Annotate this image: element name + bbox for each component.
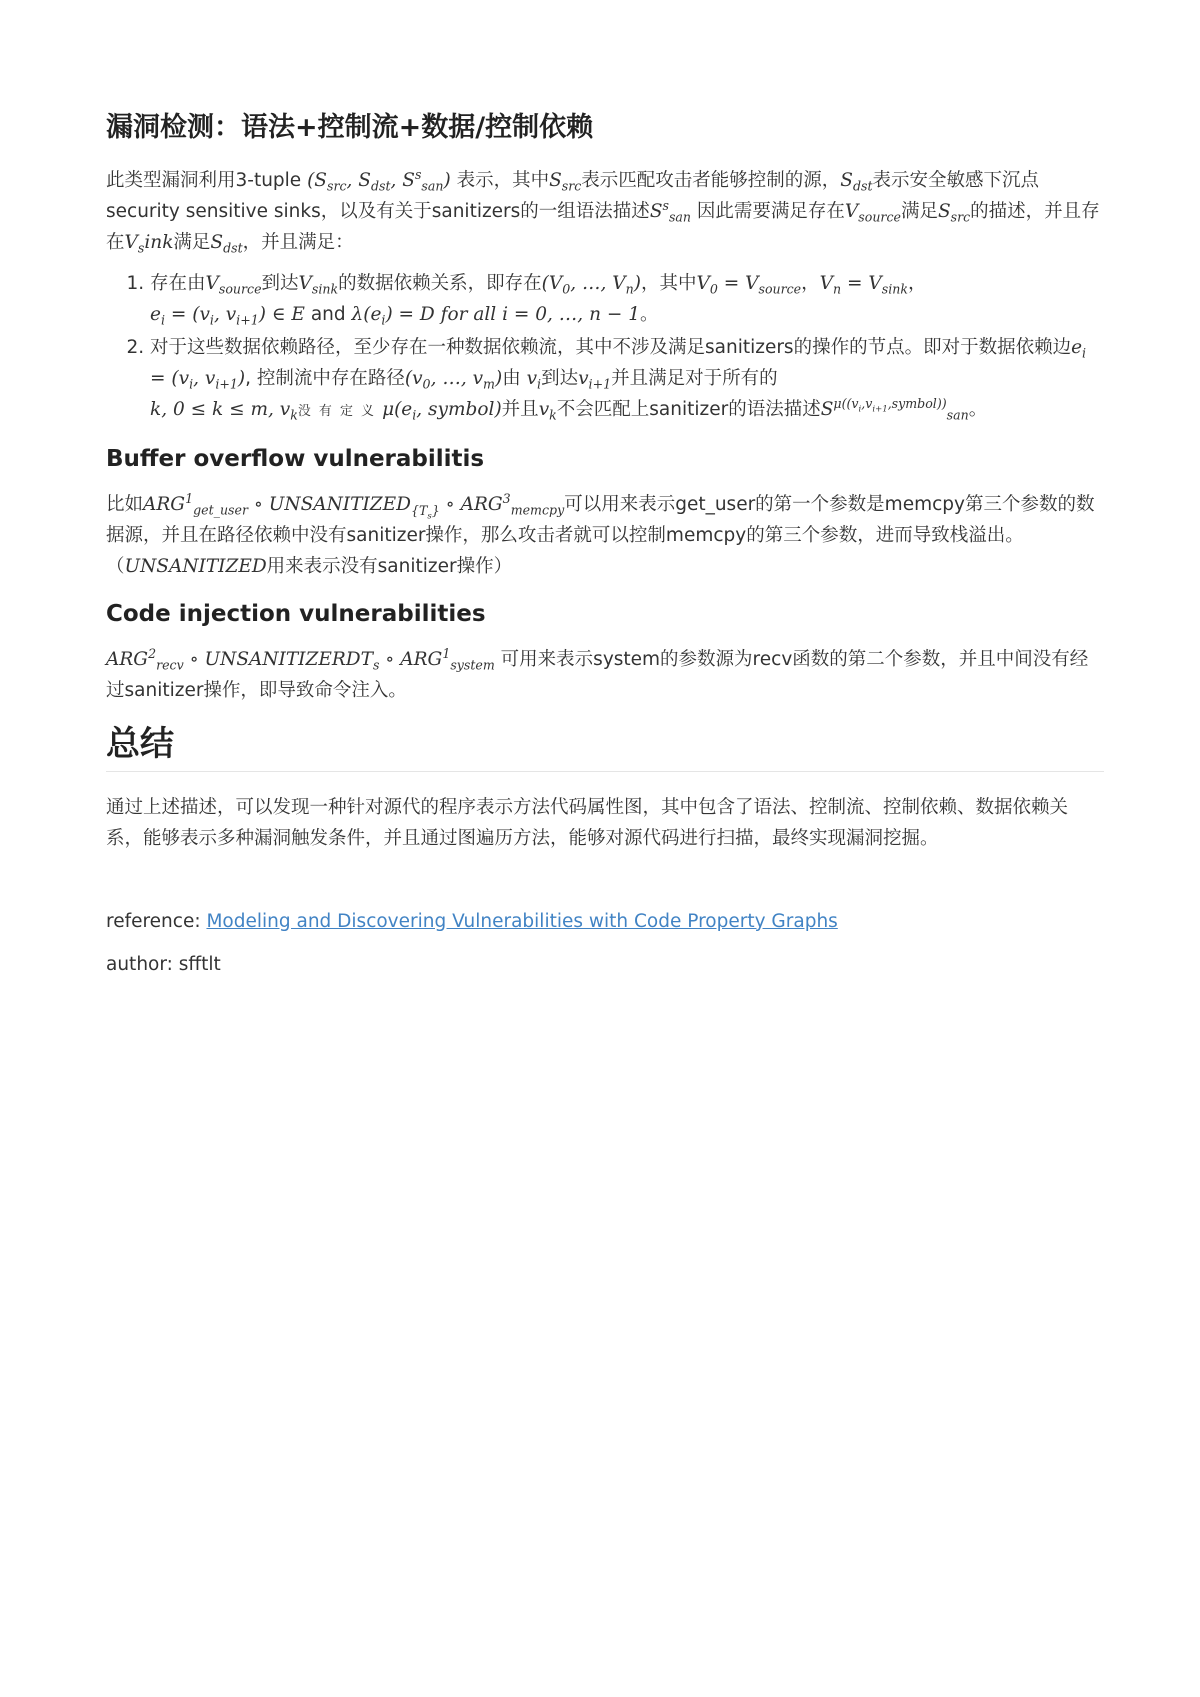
reference-line: reference: Modeling and Discovering Vulnerabilities with Code Property Graphs (106, 910, 838, 932)
code-injection-paragraph: $ARG^2_{recv}$ ∘ $UNSANITIZERDT_s$ ∘ $ARG^1_{system}$ 可用来表示system的参数源为recv函数的第二个参数，并且中间没有经过sanitizer操作，即导致命令注入。 (106, 645, 1089, 701)
condition-item-1: 1. 存在由$V_{source}$到达$V_{sink}$的数据依赖关系，即存在($V_0$, …, $V_n$)，其中$V_0 = V_{source}$，$V_n = V_{sink}$， $e_i = (v_i$, $v_{i+1}$) ∈ E and $\lambda(e_i) = D$ for all i = 0, …, n − 1。 (150, 268, 1104, 330)
author-line: author: sfftlt (106, 953, 221, 975)
reference-link[interactable]: Modeling and Discovering Vulnerabilities with Code Property Graphs (206, 910, 838, 932)
detection-intro-paragraph: 此类型漏洞利用3-tuple ($S_{src}$, $S_{dst}$, $S^s_{san}$) 表示，其中$S_{src}$表示匹配攻击者能够控制的源，$S_{dst}$表示安全敏感下沉点security sensitive sinks，以及有关于sanitizers的一组语法描述$S^s_{san}$ 因此需要满足存在$V_{source}$满足$S_{src}$的描述，并且存在$V_sink$满足$S_{dst}$，并且满足： (106, 166, 1100, 256)
buffer-overflow-paragraph: 比如$ARG^1_{get\_user}$ ∘ $UNSANITIZED_{\{T_s\}}$ ∘ $ARG^3_{memcpy}$可以用来表示get_user的第一个参数是memcpy第三个参数的数据源，并且在路径依赖中没有sanitizer操作，那么攻击者就可以控制memcpy的第三个参数，进而导致栈溢出。（UNSANITIZED用来表示没有sanitizer操作） (106, 490, 1095, 577)
summary-paragraph: 通过上述描述，可以发现一种针对源代的程序表示方法代码属性图，其中包含了语法、控制流、控制依赖、数据依赖关系，能够表示多种漏洞触发条件，并且通过图遍历方法，能够对源代码进行扫描，最终实现漏洞挖掘。 (106, 796, 1069, 849)
summary-title: 总结 (106, 724, 1104, 772)
tuple-formula: ($S_{src}$, $S_{dst}$, $S^s_{san}$) (307, 166, 451, 194)
section-title-detection: 漏洞检测：语法+控制流+数据/控制依赖 (106, 112, 594, 143)
condition-item-2: 2. 对于这些数据依赖路径，至少存在一种数据依赖流，其中不涉及满足sanitizers的操作的节点。即对于数据依赖边$e_i = (v_i$, $v_{i+1}$), 控制流中存在路径($v_0$, …, $v_m$)由 $v_i$到达$v_{i+1}$并且满足对于所有的 k, 0 ≤ k ≤ m, $v_k$没 有 定 义 $\mu(e_i$, symbol)并且$v_k$不会匹配上sanitizer的语法描述$S^{\mu((v_i,v_{i+1},symbol))}_{san}$。 (150, 332, 1104, 427)
section-title-code-injection: Code injection vulnerabilities (106, 600, 486, 627)
condition-list (106, 268, 1104, 427)
section-title-buffer-overflow: Buffer overflow vulnerabilitis (106, 446, 485, 473)
